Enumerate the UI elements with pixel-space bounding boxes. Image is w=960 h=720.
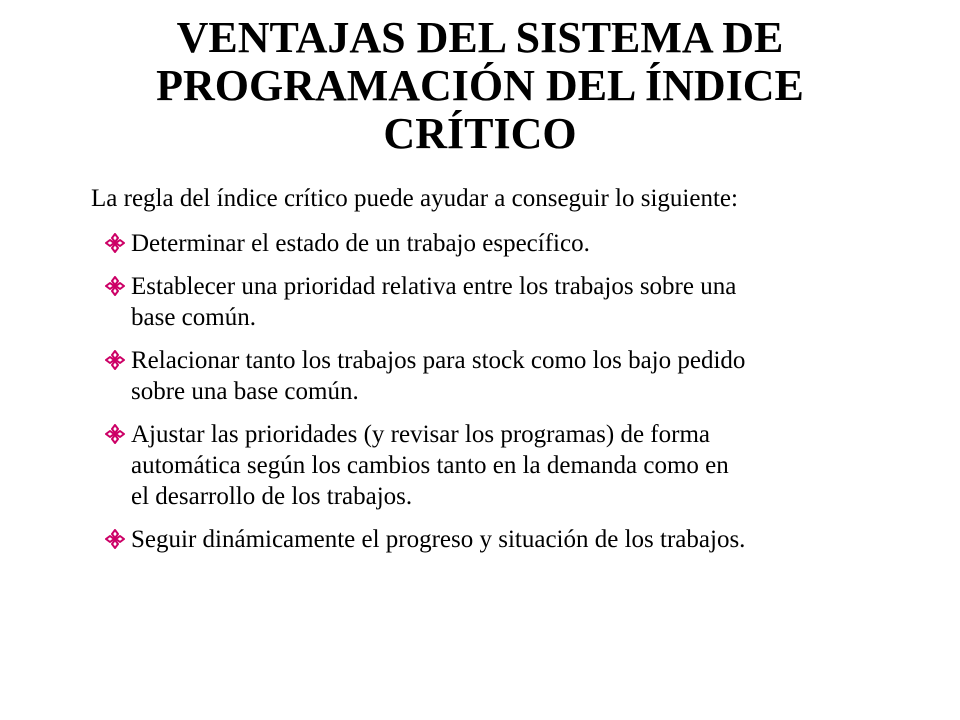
bullet-item [105, 345, 925, 407]
bullet-item [105, 228, 925, 259]
bullet-text: Determinar el estado de un trabajo específico. [131, 230, 590, 257]
bullet-text: sobre una base común. [131, 378, 359, 405]
bullet-text: Ajustar las prioridades (y revisar los programas) de forma [131, 421, 710, 448]
four-petal-diamond-icon [105, 233, 125, 253]
bullet-text: Relacionar tanto los trabajos para stock como los bajo pedido [131, 347, 746, 374]
bullet-text: Establecer una prioridad relativa entre los trabajos sobre una [131, 273, 737, 300]
four-petal-diamond-icon [105, 350, 125, 370]
title-line: VENTAJAS DEL SISTEMA DE [176, 13, 784, 62]
title-line: PROGRAMACIÓN DEL ÍNDICE [156, 61, 804, 110]
bullet-text: base común. [131, 304, 256, 331]
bullet-item [105, 271, 925, 333]
bullet-item [105, 419, 925, 512]
four-petal-diamond-icon [105, 424, 125, 444]
bullet-text: el desarrollo de los trabajos. [131, 483, 413, 510]
bullet-text: Seguir dinámicamente el progreso y situación de los trabajos. [131, 526, 746, 553]
bullet-item [105, 524, 925, 555]
title-line: CRÍTICO [383, 109, 577, 158]
bullet-text: automática según los cambios tanto en la demanda como en [131, 452, 729, 479]
four-petal-diamond-icon [105, 529, 125, 549]
four-petal-diamond-icon [105, 276, 125, 296]
intro-text: La regla del índice crítico puede ayudar a conseguir lo siguiente: [91, 185, 738, 212]
slide-title [80, 14, 880, 158]
bullet-list [105, 228, 925, 555]
